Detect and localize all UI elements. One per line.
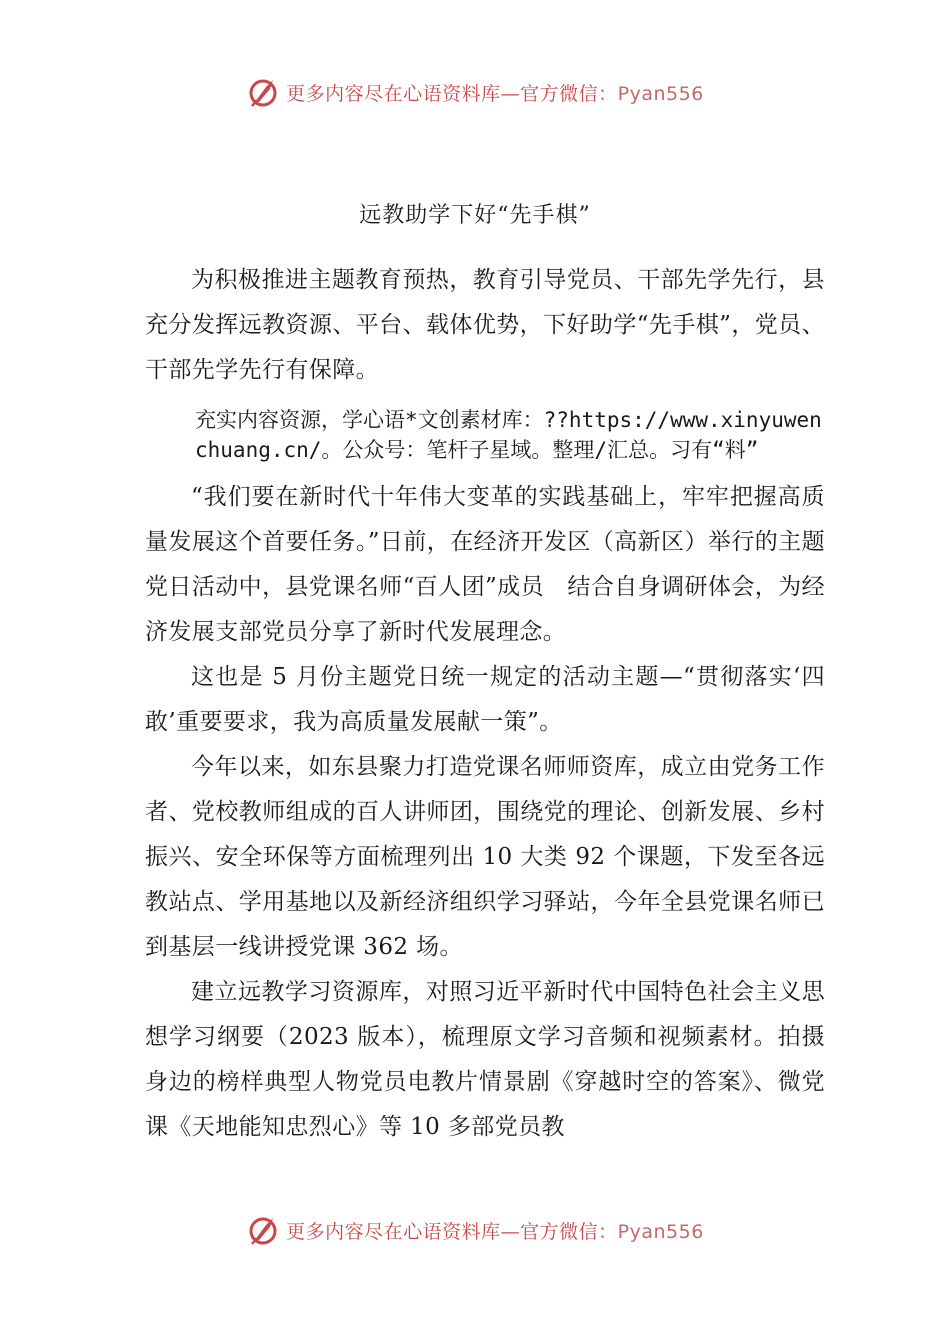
banner-text: 更多内容尽在心语资料库—官方微信：Pyan556 (286, 82, 704, 105)
paragraph: 为积极推进主题教育预热，教育引导党员、干部先学先行，县充分发挥远教资源、平台、载体优势，下好助学“先手棋”，党员、干部先学先行有保障。 (145, 267, 825, 383)
paragraph: 这也是 5 月份主题党日统一规定的活动主题—“贯彻落实‘四敢’重要要求，我为高质量发展献一策”。 (145, 664, 825, 735)
page-title: 远教助学下好“先手棋” (359, 203, 591, 228)
wechat-id: Pyan556 (617, 82, 704, 105)
footer-banner (0, 1210, 950, 1250)
paragraph: 今年以来，如东县聚力打造党课名师师资库，成立由党务工作者、党校教师组成的百人讲师团，围绕党的理论、创新发展、乡村振兴、安全环保等方面梳理列出 10 大类 92 个课题，下发至各远教站点、学用基地以及新经济组织学习驿站，今年全县党课名师已到基层一线讲授党课 362 场。 (145, 754, 825, 960)
header-banner (0, 72, 950, 112)
paragraph: 建立远教学习资源库，对照习近平新时代中国特色社会主义思想学习纲要（2023 版本），梳理原文学习音频和视频素材。拍摄身边的榜样典型人物党员电教片情景剧《穿越时空的答案》、微党课《天地能知忠烈心》等 10 多部党员教 (145, 979, 825, 1140)
banner-text: 更多内容尽在心语资料库—官方微信：Pyan556 (286, 1220, 704, 1243)
article-body (145, 258, 825, 1150)
source-note: 充实内容资源，学心语*文创素材库：??https://www.xinyuwenchuang.cn/。公众号：笔杆子星域。整理/汇总。习有“料” (195, 408, 822, 462)
paragraph: “我们要在新时代十年伟大变革的实践基础上，牢牢把握高质量发展这个首要任务。”日前，在经济开发区（高新区）举行的主题党日活动中，县党课名师“百人团”成员 结合自身调研体会，为经济发展支部党员分享了新时代发展理念。 (145, 484, 825, 645)
pen-nib-logo-icon (246, 75, 280, 109)
pen-nib-logo-icon (246, 1213, 280, 1247)
wechat-id: Pyan556 (617, 1220, 704, 1243)
